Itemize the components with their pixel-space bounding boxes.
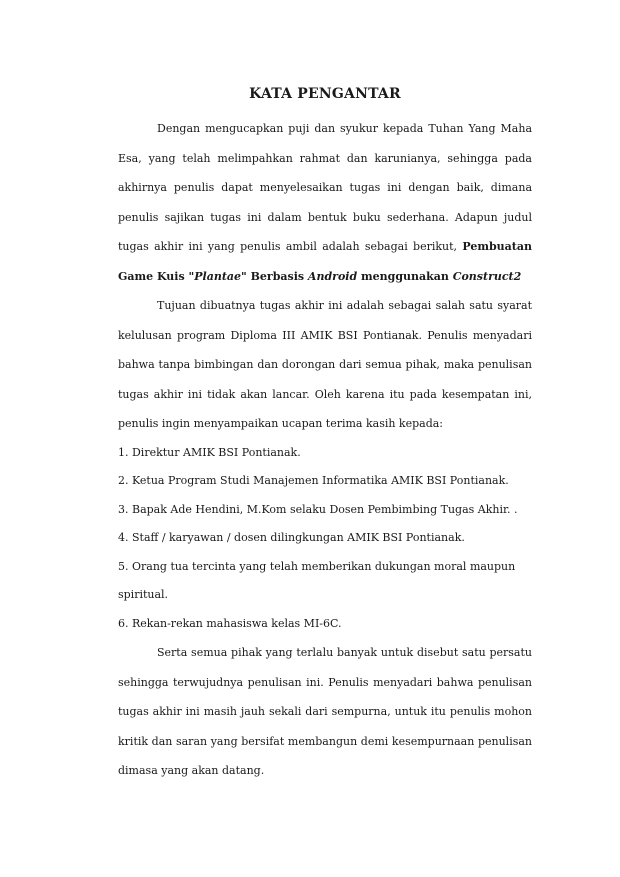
list-item: 1. Direktur AMIK BSI Pontianak. <box>118 445 301 459</box>
thesis-title-platform: Android <box>307 269 358 283</box>
thesis-title-suffix: menggunakan <box>357 269 453 283</box>
paragraph-closing: Serta semua pihak yang terlalu banyak untuk disebut satu persatu sehingga terwujudnya penulisan ini. Penulis menyadari bahwa penulisan tugas akhir ini masih jauh sekali dari sempurna, untuk itu penulis mohon kritik dan saran yang bersifat membangun demi kesempurnaan penulisan dimasa yang akan datang. <box>118 646 532 777</box>
thesis-title-mid: " Berbasis <box>241 269 308 283</box>
list-item: 2. Ketua Program Studi Manajemen Informatika AMIK BSI Pontianak. <box>118 474 509 487</box>
list-item: 6. Rekan-rekan mahasiswa kelas MI-6C. <box>118 616 342 630</box>
thanks-list <box>118 439 532 639</box>
thesis-title-tool: Construct2 <box>452 269 522 283</box>
paragraph-purpose: Tujuan dibuatnya tugas akhir ini adalah sebagai salah satu syarat kelulusan program Diploma III AMIK BSI Pontianak. Penulis menyadari bahwa tanpa bimbingan dan dorongan dari semua pihak, maka penulisan tugas akhir ini tidak akan lancar. Oleh karena itu pada kesempatan ini, penulis ingin menyampaikan ucapan terima kasih kepada: <box>118 299 532 430</box>
thesis-title-prefix: Pembuatan Game Kuis " <box>118 240 532 283</box>
list-item: 5. Orang tua tercinta yang telah memberikan dukungan moral maupun spiritual. <box>118 559 516 601</box>
thesis-title-name: Plantae <box>194 269 242 283</box>
paragraph-opening-text: Dengan mengucapkan puji dan syukur kepada Tuhan Yang Maha Esa, yang telah melimpahkan rahmat dan karunianya, sehingga pada akhirnya penulis dapat menyelesaikan tugas ini dengan baik, dimana penulis sajikan tugas ini dalam bentuk buku sederhana. Adapun judul tugas akhir ini yang penulis ambil adalah sebagai berikut, <box>118 122 532 253</box>
page-title: KATA PENGANTAR <box>249 86 401 102</box>
list-item: 3. Bapak Ade Hendini, M.Kom selaku Dosen Pembimbing Tugas Akhir. . <box>118 502 518 516</box>
list-item: 4. Staff / karyawan / dosen dilingkungan AMIK BSI Pontianak. <box>118 531 465 544</box>
paragraph-opening <box>118 114 532 291</box>
